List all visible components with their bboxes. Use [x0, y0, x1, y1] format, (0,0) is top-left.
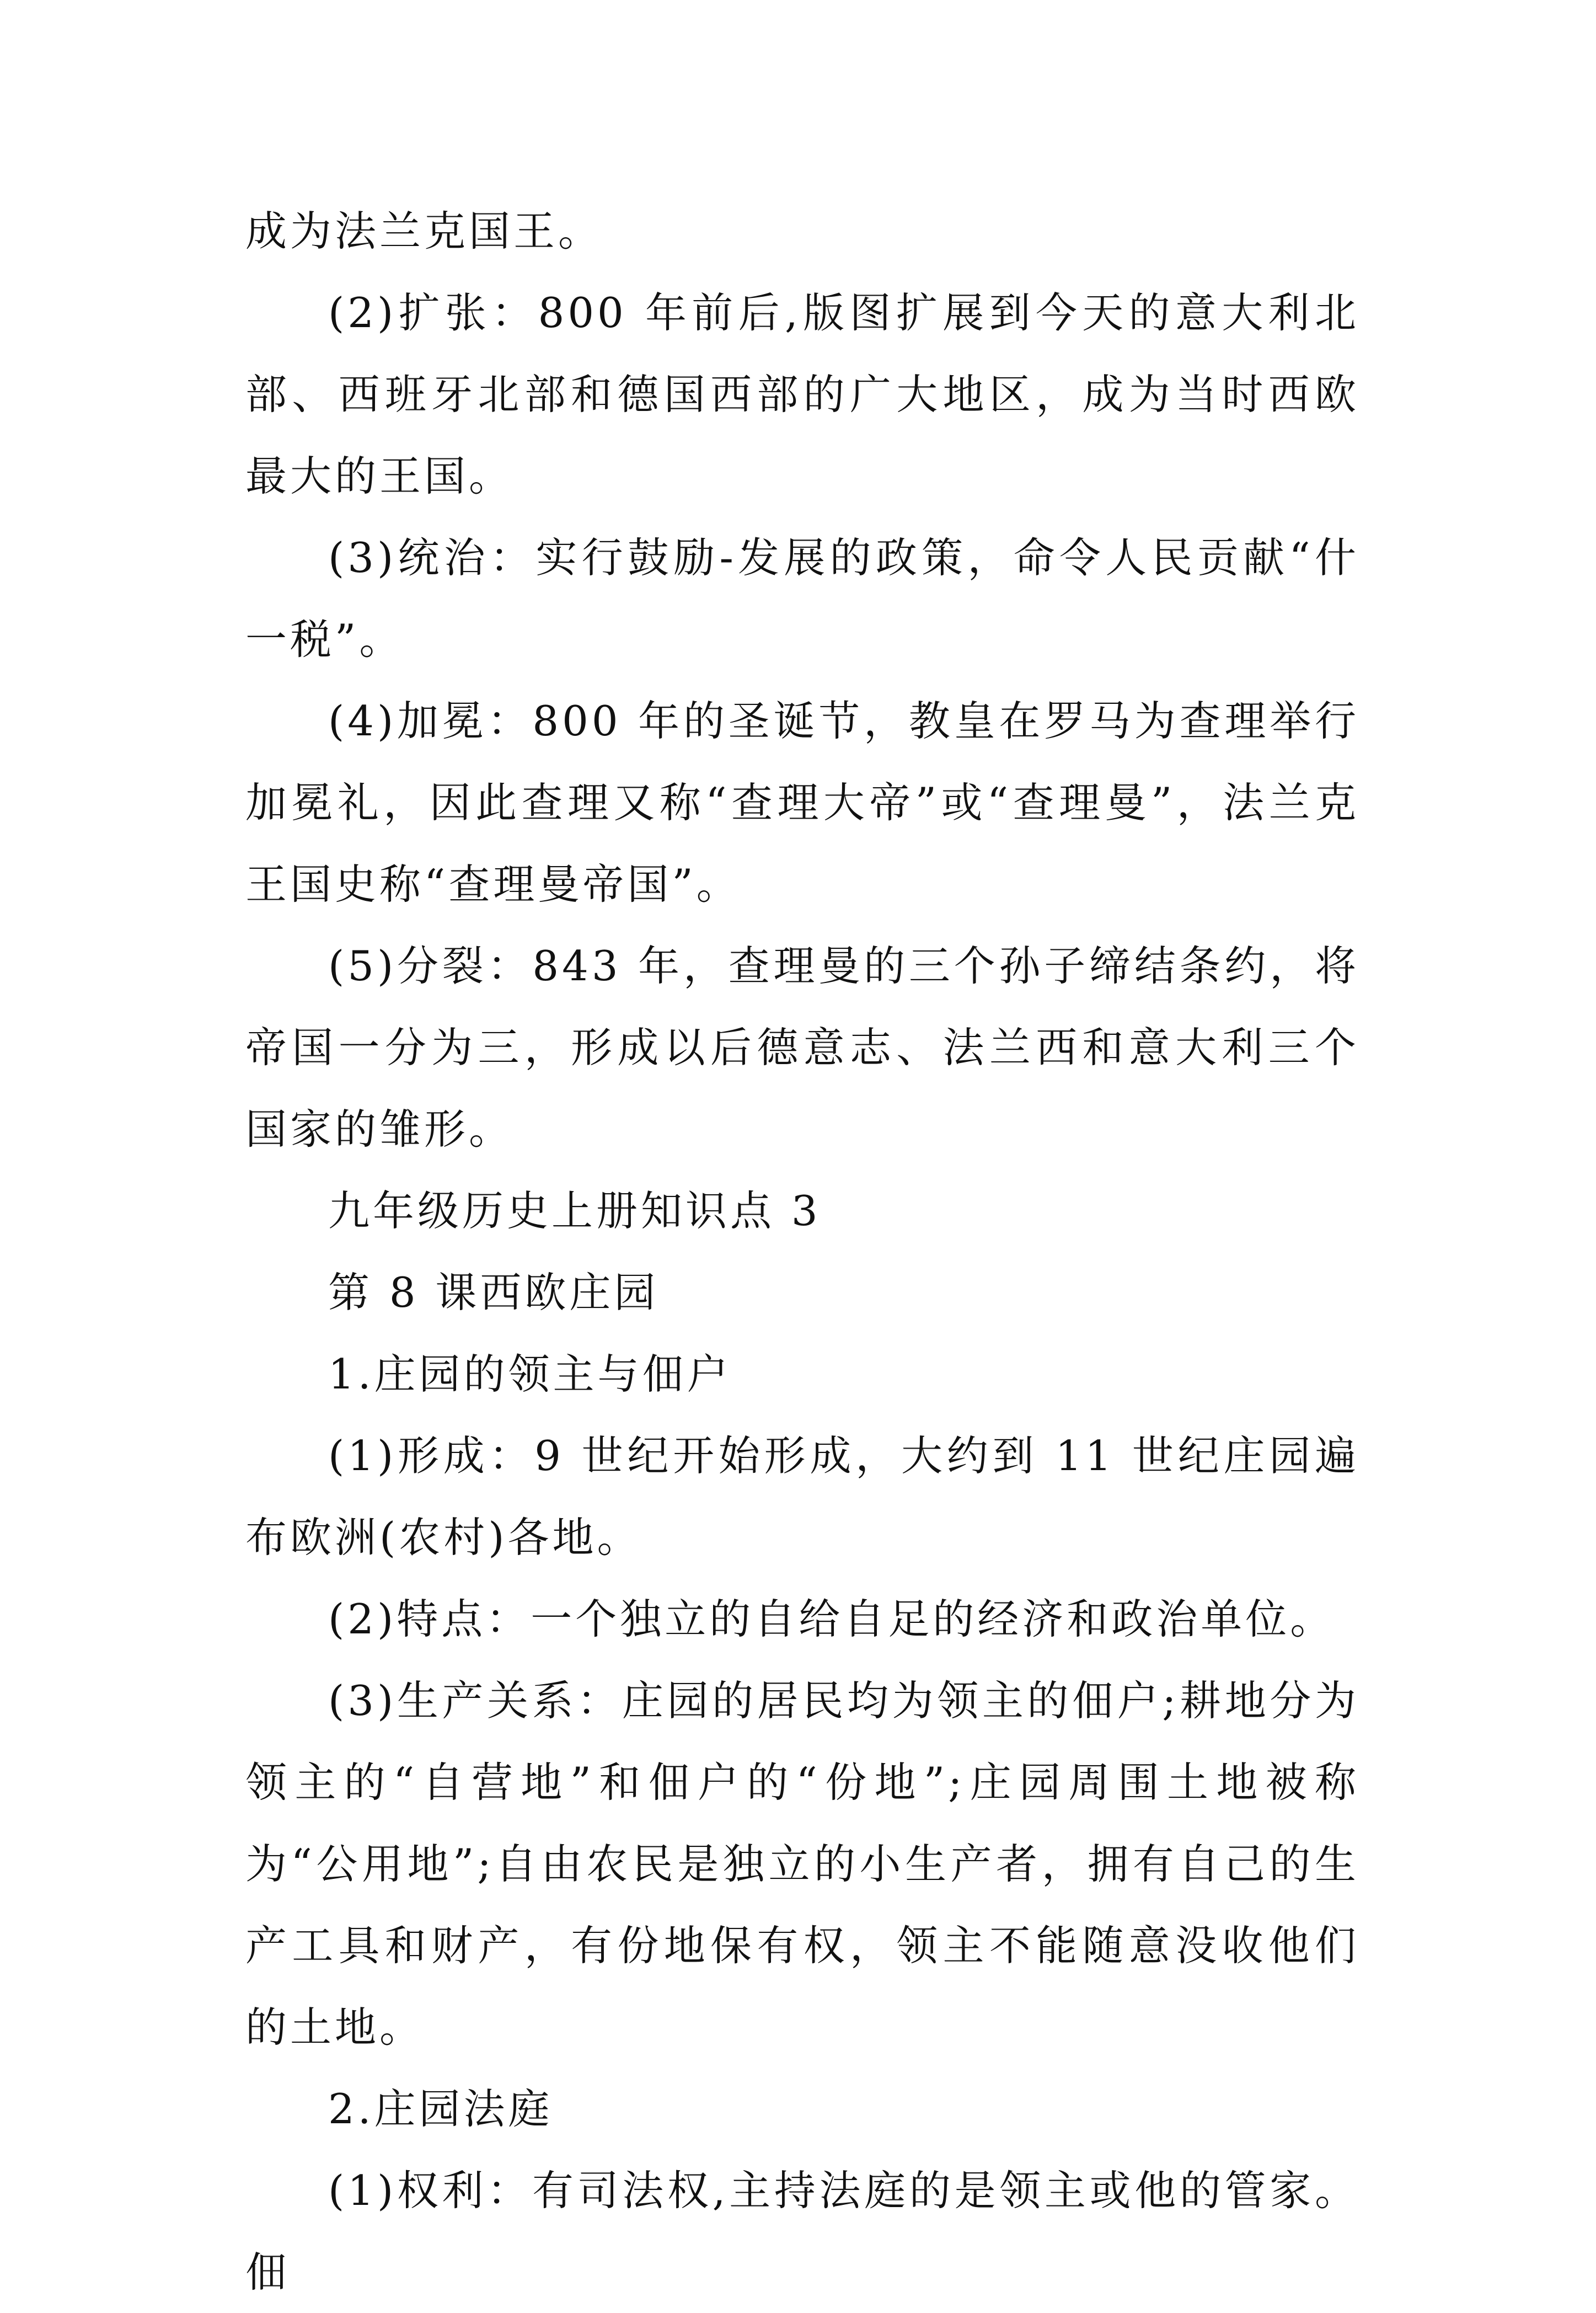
paragraph: (2)特点：一个独立的自给自足的经济和政治单位。 [328, 1595, 1335, 1643]
document-body [245, 190, 1359, 2313]
paragraph: (1)权利：有司法权,主持法庭的是领主或他的管家。佃 [245, 2166, 1359, 2296]
paragraph: (3)统治：实行鼓励-发展的政策，命令人民贡献“什一税”。 [245, 533, 1359, 664]
section-heading: 九年级历史上册知识点 3 [328, 1187, 821, 1235]
subsection-heading: 2.庄园法庭 [328, 2085, 553, 2133]
paragraph: (4)加冕：800 年的圣诞节，教皇在罗马为查理举行加冕礼，因此查理又称“查理大帝”或“查理曼”，法兰克王国史称“查理曼帝国”。 [245, 697, 1359, 909]
paragraph: (2)扩张：800 年前后,版图扩展到今天的意大利北部、西班牙北部和德国西部的广大地区，成为当时西欧最大的王国。 [245, 289, 1359, 500]
paragraph: 成为法兰克国王。 [245, 207, 603, 255]
lesson-title: 第 8 课西欧庄园 [328, 1268, 659, 1317]
subsection-heading: 1.庄园的领主与佃户 [328, 1350, 732, 1398]
paragraph: (5)分裂：843 年，查理曼的三个孙子缔结条约，将帝国一分为三，形成以后德意志、法兰西和意大利三个国家的雏形。 [245, 942, 1359, 1153]
paragraph: (1)形成：9 世纪开始形成，大约到 11 世纪庄园遍布欧洲(农村)各地。 [245, 1431, 1359, 1562]
paragraph: (3)生产关系：庄园的居民均为领主的佃户;耕地分为领主的“自营地”和佃户的“份地”;庄园周围土地被称为“公用地”;自由农民是独立的小生产者，拥有自己的生产工具和财产，有份地保有权，领主不能随意没收他们的土地。 [245, 1676, 1359, 2052]
